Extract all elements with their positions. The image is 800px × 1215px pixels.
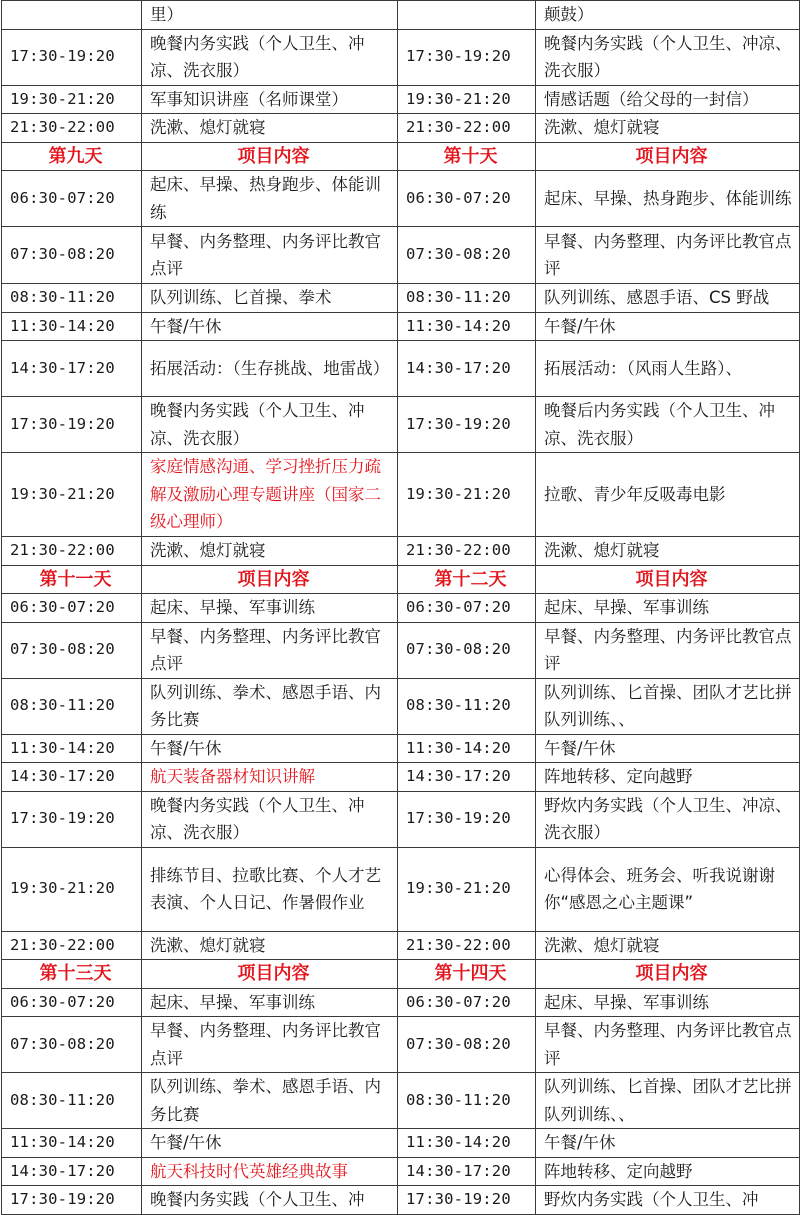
content-cell: 情感话题（给父母的一封信） [536, 85, 800, 114]
time-cell: 07:30-08:20 [398, 622, 536, 678]
day-label: 第十天 [398, 142, 536, 171]
content-cell: 起床、早操、军事训练 [536, 594, 800, 623]
content-cell: 心得体会、班务会、听我说谢谢你“感恩之心主题课” [536, 847, 800, 931]
table-row [2, 85, 800, 114]
time-cell: 17:30-19:20 [398, 397, 536, 453]
table-row [2, 847, 800, 931]
table-row [2, 284, 800, 313]
content-cell: 起床、早操、军事训练 [536, 988, 800, 1017]
content-cell: 阵地转移、定向越野 [536, 1157, 800, 1186]
time-cell: 08:30-11:20 [2, 678, 142, 734]
content-cell: 午餐/午休 [142, 734, 398, 763]
content-cell: 晚餐后内务实践（个人卫生、冲凉、洗衣服） [536, 397, 800, 453]
time-cell: 08:30-11:20 [2, 284, 142, 313]
time-cell: 14:30-17:20 [2, 1157, 142, 1186]
content-cell: 军事知识讲座（名师课堂） [142, 85, 398, 114]
item-header: 项目内容 [142, 960, 398, 989]
day-label: 第十一天 [2, 565, 142, 594]
content-cell: 晚餐内务实践（个人卫生、冲 [142, 1186, 398, 1215]
content-cell: 拓展活动：（生存挑战、地雷战） [142, 341, 398, 397]
content-cell: 洗漱、熄灯就寝 [536, 114, 800, 143]
time-cell: 17:30-19:20 [2, 397, 142, 453]
time-cell [398, 1, 536, 30]
content-cell: 早餐、内务整理、内务评比教官点评 [142, 227, 398, 284]
time-cell: 19:30-21:20 [2, 847, 142, 931]
time-cell: 11:30-14:20 [2, 312, 142, 341]
content-cell: 洗漱、熄灯就寝 [536, 537, 800, 566]
table-row [2, 1157, 800, 1186]
table-row [2, 678, 800, 734]
content-cell: 午餐/午休 [536, 312, 800, 341]
time-cell: 21:30-22:00 [2, 114, 142, 143]
time-cell: 11:30-14:20 [398, 734, 536, 763]
time-cell: 07:30-08:20 [398, 1017, 536, 1073]
time-cell: 07:30-08:20 [2, 227, 142, 284]
content-cell: 航天科技时代英雄经典故事 [142, 1157, 398, 1186]
table-row [2, 227, 800, 284]
content-cell: 早餐、内务整理、内务评比教官点评 [536, 622, 800, 678]
time-cell: 06:30-07:20 [2, 988, 142, 1017]
content-cell: 航天装备器材知识讲解 [142, 763, 398, 792]
time-cell: 14:30-17:20 [2, 341, 142, 397]
content-cell: 里） [142, 1, 398, 30]
time-cell: 21:30-22:00 [2, 537, 142, 566]
time-cell: 14:30-17:20 [398, 1157, 536, 1186]
table-row [2, 537, 800, 566]
table-row [2, 312, 800, 341]
item-header: 项目内容 [536, 565, 800, 594]
time-cell: 19:30-21:20 [398, 847, 536, 931]
day-label: 第十二天 [398, 565, 536, 594]
schedule-body [2, 1, 800, 1215]
content-cell: 晚餐内务实践（个人卫生、冲凉、洗衣服） [142, 397, 398, 453]
time-cell: 07:30-08:20 [2, 1017, 142, 1073]
content-cell: 野炊内务实践（个人卫生、冲 [536, 1186, 800, 1215]
item-header: 项目内容 [536, 960, 800, 989]
content-cell: 野炊内务实践（个人卫生、冲凉、洗衣服） [536, 791, 800, 847]
content-cell: 晚餐内务实践（个人卫生、冲凉、洗衣服） [142, 29, 398, 85]
content-cell: 午餐/午休 [142, 1129, 398, 1158]
day-header-row [2, 565, 800, 594]
day-label: 第十三天 [2, 960, 142, 989]
day-label: 第十四天 [398, 960, 536, 989]
time-cell: 17:30-19:20 [398, 29, 536, 85]
content-cell: 早餐、内务整理、内务评比教官点评 [536, 227, 800, 284]
table-row [2, 1073, 800, 1129]
content-cell: 午餐/午休 [536, 1129, 800, 1158]
table-row [2, 1186, 800, 1215]
content-cell: 队列训练、匕首操、团队才艺比拼队列训练、、 [536, 1073, 800, 1129]
time-cell: 11:30-14:20 [398, 312, 536, 341]
day-label: 第九天 [2, 142, 142, 171]
time-cell: 17:30-19:20 [2, 29, 142, 85]
table-row [2, 114, 800, 143]
content-cell: 午餐/午休 [536, 734, 800, 763]
item-header: 项目内容 [142, 565, 398, 594]
time-cell: 07:30-08:20 [398, 227, 536, 284]
time-cell: 14:30-17:20 [2, 763, 142, 792]
time-cell: 11:30-14:20 [2, 1129, 142, 1158]
time-cell: 17:30-19:20 [2, 1186, 142, 1215]
content-cell: 早餐、内务整理、内务评比教官点评 [536, 1017, 800, 1073]
table-row [2, 594, 800, 623]
time-cell: 19:30-21:20 [398, 453, 536, 537]
time-cell: 17:30-19:20 [2, 791, 142, 847]
content-cell: 家庭情感沟通、学习挫折压力疏解及激励心理专题讲座（国家二级心理师） [142, 453, 398, 537]
time-cell: 21:30-22:00 [398, 931, 536, 960]
time-cell: 17:30-19:20 [398, 791, 536, 847]
content-cell: 洗漱、熄灯就寝 [142, 114, 398, 143]
time-cell: 11:30-14:20 [398, 1129, 536, 1158]
table-row [2, 791, 800, 847]
table-row [2, 622, 800, 678]
time-cell: 19:30-21:20 [2, 85, 142, 114]
table-row [2, 341, 800, 397]
time-cell: 14:30-17:20 [398, 763, 536, 792]
time-cell: 08:30-11:20 [398, 1073, 536, 1129]
content-cell: 排练节目、拉歌比赛、个人才艺表演、个人日记、作暑假作业 [142, 847, 398, 931]
content-cell: 起床、早操、热身跑步、体能训练 [536, 171, 800, 227]
content-cell: 起床、早操、热身跑步、体能训练 [142, 171, 398, 227]
table-row [2, 1129, 800, 1158]
time-cell: 19:30-21:20 [398, 85, 536, 114]
table-row [2, 734, 800, 763]
content-cell: 拉歌、青少年反吸毒电影 [536, 453, 800, 537]
time-cell: 06:30-07:20 [398, 594, 536, 623]
time-cell: 14:30-17:20 [398, 341, 536, 397]
time-cell: 08:30-11:20 [398, 284, 536, 313]
content-cell: 起床、早操、军事训练 [142, 594, 398, 623]
item-header: 项目内容 [536, 142, 800, 171]
time-cell: 11:30-14:20 [2, 734, 142, 763]
item-header: 项目内容 [142, 142, 398, 171]
table-row [2, 171, 800, 227]
content-cell: 队列训练、匕首操、团队才艺比拼队列训练、、 [536, 678, 800, 734]
day-header-row [2, 142, 800, 171]
content-cell: 洗漱、熄灯就寝 [142, 931, 398, 960]
time-cell: 06:30-07:20 [2, 594, 142, 623]
time-cell: 06:30-07:20 [398, 171, 536, 227]
content-cell: 队列训练、拳术、感恩手语、内务比赛 [142, 678, 398, 734]
time-cell: 06:30-07:20 [398, 988, 536, 1017]
content-cell: 起床、早操、军事训练 [142, 988, 398, 1017]
table-row [2, 988, 800, 1017]
time-cell: 07:30-08:20 [2, 622, 142, 678]
time-cell: 21:30-22:00 [2, 931, 142, 960]
content-cell: 颠鼓） [536, 1, 800, 30]
content-cell: 晚餐内务实践（个人卫生、冲凉、洗衣服） [142, 791, 398, 847]
content-cell: 午餐/午休 [142, 312, 398, 341]
content-cell: 洗漱、熄灯就寝 [536, 931, 800, 960]
table-row [2, 453, 800, 537]
time-cell: 21:30-22:00 [398, 114, 536, 143]
time-cell: 19:30-21:20 [2, 453, 142, 537]
table-row [2, 397, 800, 453]
content-cell: 阵地转移、定向越野 [536, 763, 800, 792]
content-cell: 拓展活动：（风雨人生路）、 [536, 341, 800, 397]
day-header-row [2, 960, 800, 989]
content-cell: 洗漱、熄灯就寝 [142, 537, 398, 566]
time-cell: 08:30-11:20 [398, 678, 536, 734]
table-row [2, 1017, 800, 1073]
table-row [2, 763, 800, 792]
time-cell: 06:30-07:20 [2, 171, 142, 227]
content-cell: 晚餐内务实践（个人卫生、冲凉、洗衣服） [536, 29, 800, 85]
content-cell: 早餐、内务整理、内务评比教官点评 [142, 1017, 398, 1073]
time-cell: 21:30-22:00 [398, 537, 536, 566]
table-row [2, 29, 800, 85]
schedule-table [1, 0, 800, 1215]
table-row [2, 931, 800, 960]
table-row [2, 1, 800, 30]
content-cell: 队列训练、拳术、感恩手语、内务比赛 [142, 1073, 398, 1129]
content-cell: 队列训练、感恩手语、CS 野战 [536, 284, 800, 313]
content-cell: 早餐、内务整理、内务评比教官点评 [142, 622, 398, 678]
time-cell: 17:30-19:20 [398, 1186, 536, 1215]
time-cell [2, 1, 142, 30]
time-cell: 08:30-11:20 [2, 1073, 142, 1129]
content-cell: 队列训练、匕首操、拳术 [142, 284, 398, 313]
